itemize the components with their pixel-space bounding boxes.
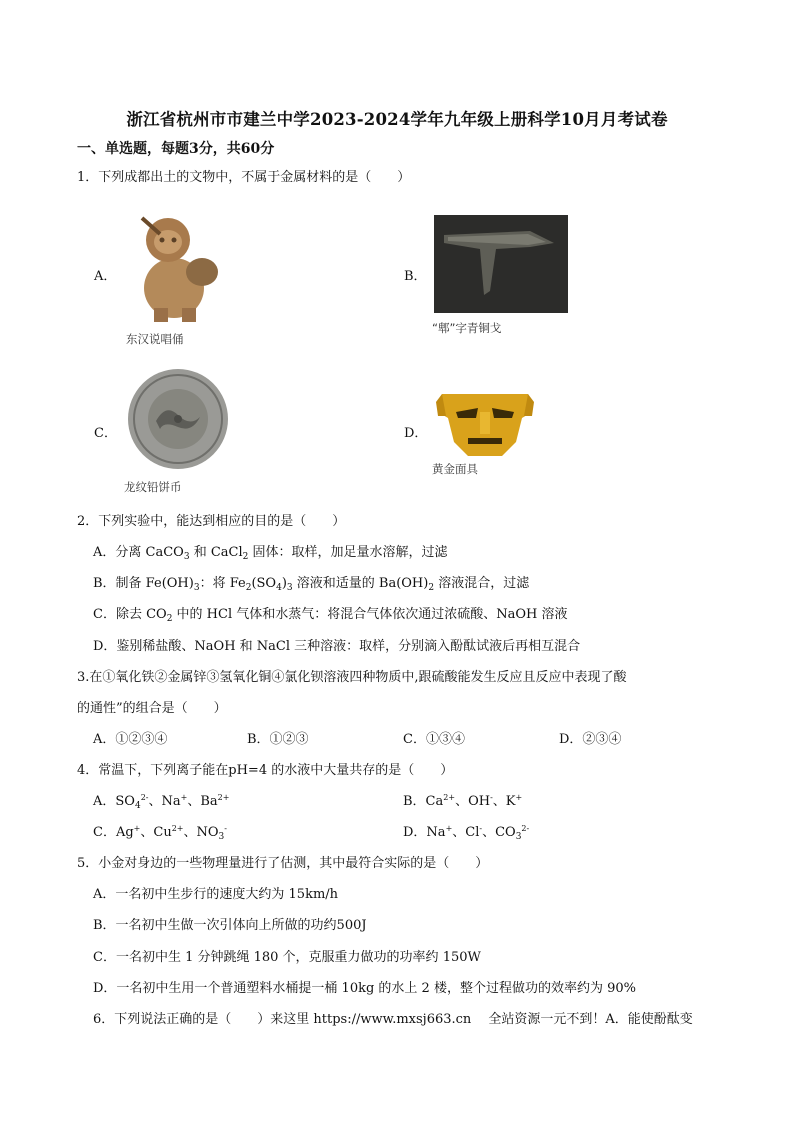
gold-mask-image [432,382,538,458]
q1-option-d-letter: D． [404,426,428,441]
q4-option-c: C．Ag+、$Cu^{2+}$、$NO_3^-$ [93,824,227,842]
q5-option-d: D．一名初中生用一个普通塑料水桶提一桶 10kg 的水上 2 楼，整个过程做功的效率约为 90% [93,981,636,996]
q4-option-d: D．Na+、Cl-、$CO_3^{2-}$ [403,824,530,842]
question-3-line2: 的通性”的组合是（ ） [77,701,227,716]
page-title: 浙江省杭州市市建兰中学2023-2024学年九年级上册科学10月月考试卷 [126,110,668,129]
question-1-stem: 1．下列成都出土的文物中，不属于金属材料的是（ ） [77,170,411,185]
q1-option-c-letter: C． [94,426,117,441]
q5-option-a: A．一名初中生步行的速度大约为 15km/h [93,887,339,902]
terracotta-figurine-image [126,200,224,324]
q1-option-b-caption: “郫”字青铜戈 [432,321,502,335]
question-6-stem: 6．下列说法正确的是（ ）来这里 https://www.mxsj663.cn 全站资源一元不到！A．能使酚酞变 [93,1012,693,1027]
q2-option-b: B．制备 $Fe(OH)_3$：将 $Fe_2(SO_4)_3$ 溶液和适量的 $Ba(OH)_2$ 溶液混合，过滤 [93,576,530,593]
q3-option-b: B．①②③ [247,732,309,747]
q1-option-b-letter: B． [404,269,427,284]
dragon-coin-image [126,367,230,471]
question-2-stem: 2．下列实验中，能达到相应的目的是（ ） [77,514,346,529]
question-5-stem: 5．小金对身边的一些物理量进行了估测，其中最符合实际的是（ ） [77,856,489,871]
q1-option-a-caption: 东汉说唱俑 [126,332,184,346]
q2-option-a: A．分离 CaCO$_3$ 和 CaCl$_2$ 固体：取样，加足量水溶解，过滤 [93,545,448,562]
q4-option-a: A．$SO_4^{2-}$、Na+、$Ba^{2+}$ [93,793,230,811]
q2-option-d: D．鉴别稀盐酸、NaOH 和 NaCl 三种溶液：取样，分别滴入酚酞试液后再相互混合 [93,639,581,654]
q5-option-b: B．一名初中生做一次引体向上所做的功约500J [93,918,367,933]
q3-option-d: D．②③④ [559,732,622,747]
q3-option-c: C．①③④ [403,732,465,747]
q1-option-d-caption: 黄金面具 [432,462,478,476]
q4-option-b: B．$Ca^{2+}$、OH-、K+ [403,793,523,809]
q1-option-c-caption: 龙纹铅饼币 [124,480,182,494]
q2-option-c: C．除去 $CO_2$ 中的 HCl 气体和水蒸气：将混合气体依次通过浓硫酸、NaOH 溶液 [93,607,568,624]
q3-option-a: A．①②③④ [93,732,168,747]
bronze-dagger-axe-image [434,215,568,313]
q1-option-a-letter: A． [94,269,117,284]
question-4-stem: 4．常温下，下列离子能在pH=4 的水液中大量共存的是（ ） [77,763,454,778]
section-heading: 一、单选题，每题3分，共60分 [77,141,275,157]
question-3-line1: 3.在①氧化铁②金属锌③氢氧化铜④氯化钡溶液四种物质中,跟硫酸能发生反应且反应中表现了酸 [77,670,627,685]
q5-option-c: C．一名初中生 1 分钟跳绳 180 个，克服重力做功的功率约 150W [93,950,481,965]
